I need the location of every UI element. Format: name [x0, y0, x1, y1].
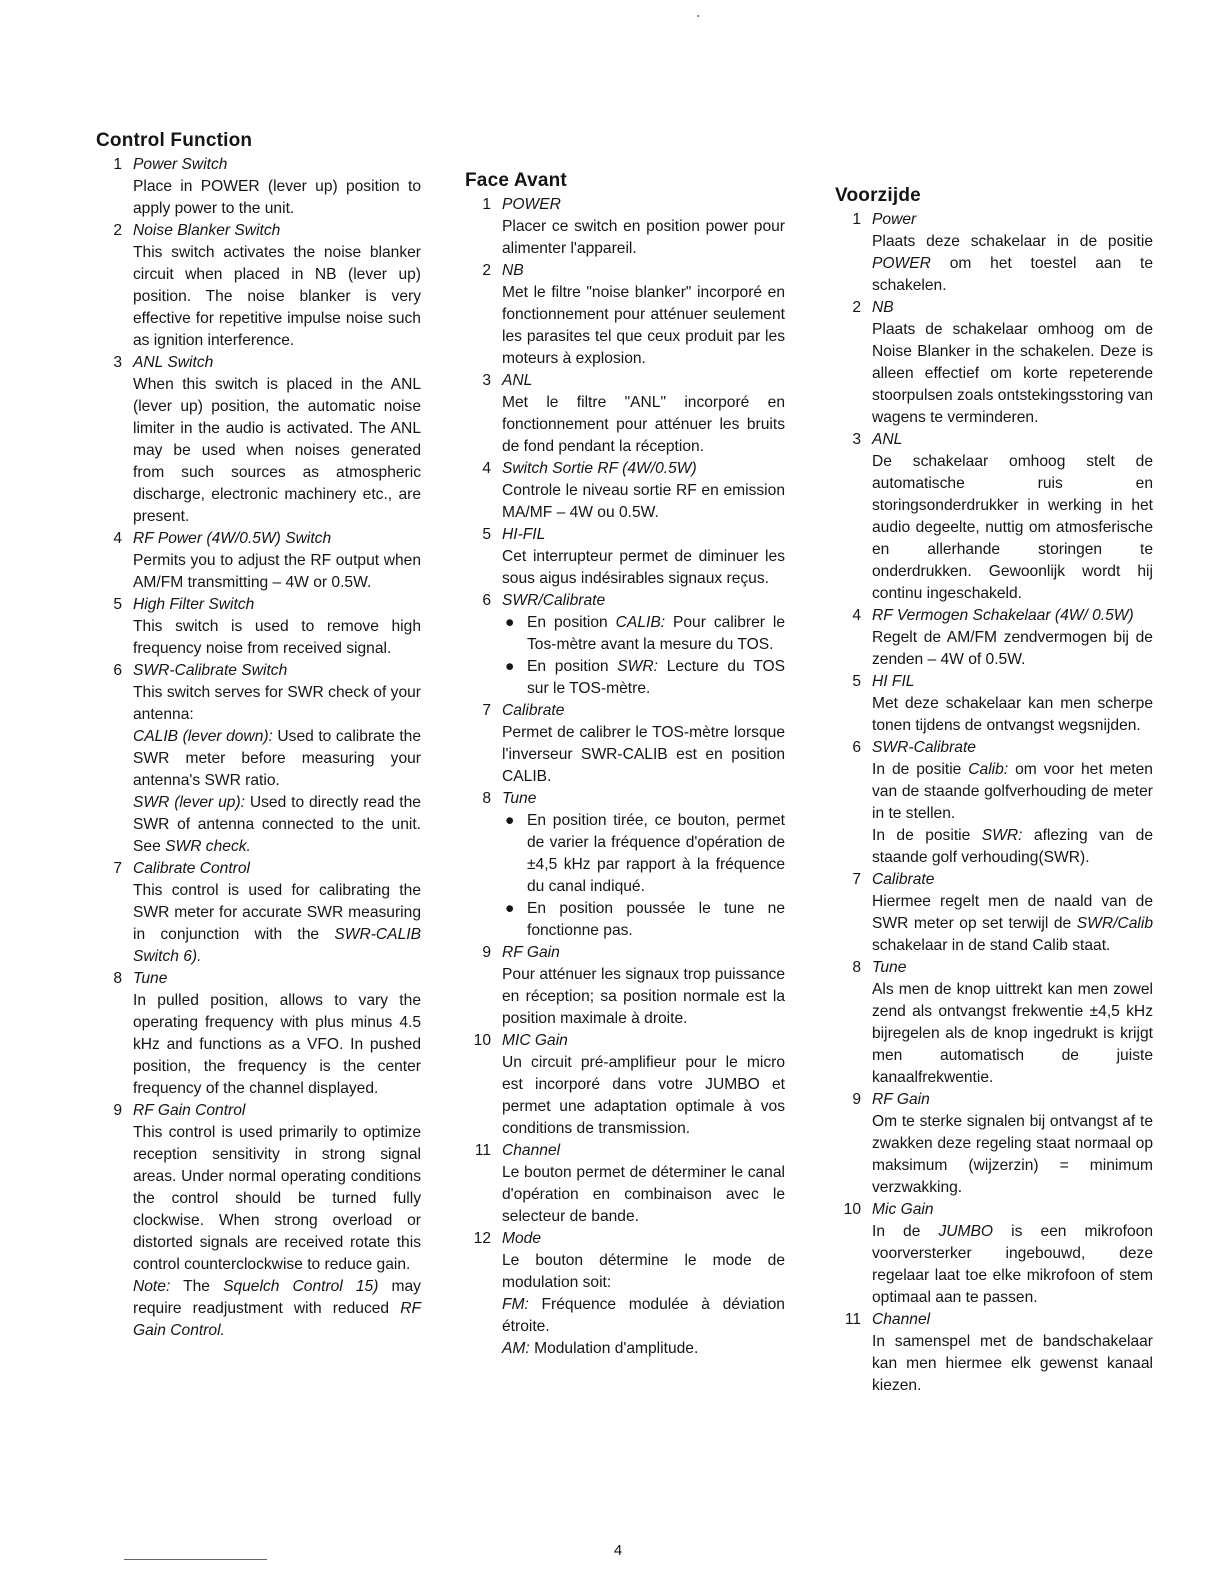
swr-text: aflezing van de staande golf verhouding(SWR).: [872, 827, 1153, 866]
item-text: Cet interrupteur permet de diminuer les sous aigus indésirables signaux reçus.: [502, 548, 785, 587]
item-number: 1: [482, 196, 491, 213]
note-ref2: RF Gain Control.: [133, 1300, 421, 1339]
fr-item-5: [465, 524, 785, 590]
nl-item-5: [835, 671, 1153, 737]
item-text: Place in POWER (lever up) position to apply power to the unit.: [133, 178, 421, 217]
nl-item-2: [835, 297, 1153, 429]
fr-item-3: [465, 370, 785, 458]
item-number: 12: [473, 1230, 491, 1247]
item-text: This switch is used to remove high frequency noise from received signal.: [133, 618, 421, 657]
bullet-item: [502, 612, 785, 656]
item-number: 4: [482, 460, 491, 477]
fr-item-7: [465, 700, 785, 788]
bullet-text: En position tirée, ce bouton, permet de varier la fréquence d'opération de ±4,5 kHz par rapport à la fréquence du canal indiqué.: [527, 812, 785, 895]
item-text: In pulled position, allows to vary the operating frequency with plus minus 4.5 kHz and functions as a VFO. In pushed position, the frequency is the center frequency of the channel displayed.: [133, 992, 421, 1097]
bullet-item: [502, 898, 785, 942]
nl-item-4: [835, 605, 1153, 671]
item-number: 6: [482, 592, 491, 609]
fr-item-12: [465, 1228, 785, 1360]
item-text: Plaats deze schakelaar in de positie: [872, 233, 1153, 250]
note-label: Note:: [133, 1278, 171, 1295]
fr-item-1: [465, 194, 785, 260]
fr-item-9: [465, 942, 785, 1030]
item-number: 1: [113, 156, 122, 173]
item-number: 1: [852, 211, 861, 228]
dutch-column: [835, 183, 1153, 1397]
item-text-end: schakelaar in de stand Calib staat.: [872, 937, 1111, 954]
page-number: 4: [613, 1542, 623, 1559]
item-title: Channel: [502, 1142, 561, 1159]
bullet-text: En position poussée le tune ne fonctionne pas.: [527, 900, 785, 939]
item-title: NB: [872, 299, 894, 316]
nl-item-6: [835, 737, 1153, 869]
fr-item-11: [465, 1140, 785, 1228]
en-item-2: [96, 220, 421, 352]
item-title: RF Gain: [872, 1091, 930, 1108]
item-text-wrap: [133, 880, 421, 968]
item-text-wrap: [872, 891, 1153, 957]
nl-item-1: [835, 209, 1153, 297]
footnote-divider: [124, 1559, 267, 1560]
item-text: Met le filtre "ANL" incorporé en fonctionnement pour atténuer les bruits de fond pendant la réception.: [502, 394, 785, 455]
item-text: Controle le niveau sortie RF en emission MA/MF – 4W ou 0.5W.: [502, 482, 785, 521]
item-text: Permits you to adjust the RF output when AM/FM transmitting – 4W or 0.5W.: [133, 552, 421, 591]
item-title: Tune: [872, 959, 907, 976]
swr-term: SWR:: [981, 827, 1023, 844]
calib-text: om voor het meten van de staande golfverhouding de meter in te stellen.: [872, 761, 1153, 822]
item-ref: SWR-CALIB Switch 6).: [133, 926, 421, 965]
item-text: This switch serves for SWR check of your antenna:: [133, 684, 421, 723]
english-column: [96, 128, 421, 1342]
item-text: Permet de calibrer le TOS-mètre lorsque l'inverseur SWR-CALIB est en position CALIB.: [502, 724, 785, 785]
swr-ref: SWR check.: [165, 838, 251, 855]
item-title: Switch Sortie RF (4W/0.5W): [502, 460, 697, 477]
item-number: 2: [852, 299, 861, 316]
en-item-3: [96, 352, 421, 528]
item-text: In de: [872, 1223, 921, 1240]
item-title: Power: [872, 211, 917, 228]
item-title: RF Gain Control: [133, 1102, 246, 1119]
fr-item-6: [465, 590, 785, 700]
item-title: Tune: [133, 970, 168, 987]
item-number: 5: [113, 596, 122, 613]
item-number: 6: [113, 662, 122, 679]
swr-text: Used to directly read the SWR of antenna connected to the unit. See: [133, 794, 421, 855]
item-text: Als men de knop uittrekt kan men zowel zend als ontvangst frekwentie ±4,5 kHz bijregelen als de knop ingedrukt is krijgt men automatisch de juiste kanaalfrekwentie.: [872, 981, 1153, 1086]
item-term: POWER: [872, 255, 931, 272]
item-title: NB: [502, 262, 524, 279]
item-title: RF Vermogen Schakelaar (4W/ 0.5W): [872, 607, 1134, 624]
item-title: Mode: [502, 1230, 542, 1247]
item-text: Hiermee regelt men de naald van de SWR meter op set terwijl de: [872, 893, 1153, 932]
en-item-8: [96, 968, 421, 1100]
item-number: 7: [852, 871, 861, 888]
nl-item-9: [835, 1089, 1153, 1199]
item-number: 10: [843, 1201, 861, 1218]
item-number: 6: [852, 739, 861, 756]
nl-item-11: [835, 1309, 1153, 1397]
item-text: This control is used primarily to optimize reception sensitivity in strong signal areas. Under normal operating conditions the control should be turned fully clockwise. When strong overload or distorted signals are received rotate this control counterclockwise to reduce gain.: [133, 1124, 421, 1273]
bullet-dot-icon: ●: [505, 900, 515, 917]
calib-paragraph: [133, 726, 421, 792]
item-title: Calibrate Control: [133, 860, 251, 877]
item-number: 9: [852, 1091, 861, 1108]
item-title: High Filter Switch: [133, 596, 255, 613]
calib-paragraph: [872, 759, 1153, 825]
en-item-1: [96, 154, 421, 220]
item-term: SWR/Calib: [1076, 915, 1153, 932]
item-text-wrap: [872, 231, 1153, 297]
item-number: 3: [852, 431, 861, 448]
bullet-term: CALIB:: [615, 614, 666, 631]
item-title: ANL: [502, 372, 533, 389]
item-number: 11: [844, 1311, 861, 1328]
bullet-item: [502, 656, 785, 700]
am-label: AM:: [502, 1340, 530, 1357]
bullet-term: SWR:: [617, 658, 658, 675]
item-term: JUMBO: [938, 1223, 994, 1240]
item-title: ANL Switch: [133, 354, 214, 371]
item-text: Placer ce switch en position power pour alimenter l'appareil.: [502, 218, 785, 257]
dutch-heading: Voorzijde: [835, 185, 921, 206]
calib-pre: In de positie: [872, 761, 962, 778]
item-text: Pour atténuer les signaux trop puissance en réception; sa position normale est la position maximale à droite.: [502, 966, 785, 1027]
swr-pre: In de positie: [872, 827, 971, 844]
bullet-item: [502, 810, 785, 898]
bullet-text: Pour calibrer le Tos-mètre avant la mesure du TOS.: [527, 614, 786, 653]
item-title: MIC Gain: [502, 1032, 568, 1049]
item-number: 10: [473, 1032, 491, 1049]
item-title: ANL: [872, 431, 903, 448]
item-number: 2: [482, 262, 491, 279]
en-item-4: [96, 528, 421, 594]
item-text: Met le filtre "noise blanker" incorporé en fonctionnement pour atténuer seulement les parasites tel que ceux produit par les moteurs à explosion.: [502, 284, 785, 367]
item-text: Met deze schakelaar kan men scherpe tonen tijdens de ontvangst wegsnijden.: [872, 695, 1153, 734]
item-number: 9: [482, 944, 491, 961]
item-title: Calibrate: [872, 871, 935, 888]
item-title: HI-FIL: [502, 526, 546, 543]
item-title: Tune: [502, 790, 537, 807]
item-number: 5: [852, 673, 861, 690]
item-text: Plaats de schakelaar omhoog om de Noise Blanker in the schakelen. Deze is alleen effectief om korte repeterende stoorpulsen zoals ontstekingsstoring van wagens te verminderen.: [872, 321, 1153, 426]
item-title: POWER: [502, 196, 561, 213]
nl-item-7: [835, 869, 1153, 957]
en-item-6: [96, 660, 421, 858]
nl-item-8: [835, 957, 1153, 1089]
item-title: Power Switch: [133, 156, 228, 173]
item-text: Le bouton détermine le mode de modulation soit:: [502, 1252, 785, 1291]
scan-speck: [697, 15, 699, 17]
french-column: [465, 168, 785, 1360]
item-title: RF Power (4W/0.5W) Switch: [133, 530, 332, 547]
am-text: Modulation d'amplitude.: [534, 1340, 699, 1357]
note-the: The: [183, 1278, 210, 1295]
item-title: HI FIL: [872, 673, 915, 690]
item-number: 4: [852, 607, 861, 624]
en-item-5: [96, 594, 421, 660]
item-text: De schakelaar omhoog stelt de automatische ruis en storingsonderdrukker in werking in het audio degeelte, nuttig om atmosferische en allerhande storingen te onderdrukken. Gewoonlijk wordt hij continu ingeschakeld.: [872, 453, 1153, 602]
fr-item-10: [465, 1030, 785, 1140]
fr-item-2: [465, 260, 785, 370]
item-text: Regelt de AM/FM zendvermogen bij de zenden – 4W of 0.5W.: [872, 629, 1153, 668]
item-title: Noise Blanker Switch: [133, 222, 281, 239]
item-title: RF Gain: [502, 944, 560, 961]
bullet-label: En position: [527, 658, 609, 675]
item-title: Mic Gain: [872, 1201, 934, 1218]
item-text: When this switch is placed in the ANL (lever up) position, the automatic noise limiter in the audio is activated. The ANL may be used when noises generated from such sources as atmospheric discharge, electronic machinery etc., are present.: [133, 376, 421, 525]
item-title: SWR/Calibrate: [502, 592, 606, 609]
item-title: Calibrate: [502, 702, 565, 719]
french-heading: Face Avant: [465, 170, 567, 191]
item-title: SWR-Calibrate: [872, 739, 976, 756]
nl-item-10: [835, 1199, 1153, 1309]
fm-line: [502, 1294, 785, 1338]
item-text: This switch activates the noise blanker circuit when placed in NB (lever up) position. The noise blanker is very effective for repetitive impulse noise such as ignition interference.: [133, 244, 421, 349]
fr-item-8: [465, 788, 785, 942]
item-number: 11: [474, 1142, 491, 1159]
swr-label: SWR (lever up):: [133, 794, 245, 811]
item-number: 3: [482, 372, 491, 389]
item-text: This control is used for calibrating the SWR meter for accurate SWR measuring in conjunction with the: [133, 882, 421, 943]
item-number: 9: [113, 1102, 122, 1119]
note-paragraph: [133, 1276, 421, 1342]
item-title: Channel: [872, 1311, 931, 1328]
item-title: SWR-Calibrate Switch: [133, 662, 288, 679]
en-item-7: [96, 858, 421, 968]
item-number: 5: [482, 526, 491, 543]
item-number: 8: [113, 970, 122, 987]
swr-paragraph: [872, 825, 1153, 869]
item-number: 8: [482, 790, 491, 807]
en-item-9: [96, 1100, 421, 1342]
swr-paragraph: [133, 792, 421, 858]
bullet-dot-icon: ●: [505, 614, 515, 631]
item-number: 3: [113, 354, 122, 371]
calib-term: Calib:: [968, 761, 1009, 778]
english-heading: Control Function: [96, 130, 253, 151]
item-number: 8: [852, 959, 861, 976]
item-text-wrap: [872, 1221, 1153, 1309]
bullet-dot-icon: ●: [505, 812, 515, 829]
fm-text: Fréquence modulée à déviation étroite.: [502, 1296, 785, 1335]
bullet-text: Lecture du TOS sur le TOS-mètre.: [527, 658, 785, 697]
bullet-dot-icon: ●: [505, 658, 515, 675]
am-line: [502, 1338, 785, 1360]
item-number: 2: [113, 222, 122, 239]
item-number: 4: [113, 530, 122, 547]
calib-label: CALIB (lever down):: [133, 728, 273, 745]
fr-item-4: [465, 458, 785, 524]
calib-text: Used to calibrate the SWR meter before measuring your antenna's SWR ratio.: [133, 728, 421, 789]
nl-item-3: [835, 429, 1153, 605]
item-text: Un circuit pré-amplifieur pour le micro est incorporé dans votre JUMBO et permet une adaptation optimale à vos conditions de transmission.: [502, 1054, 785, 1137]
note-text: may require readjustment with reduced: [133, 1278, 421, 1317]
item-number: 7: [482, 702, 491, 719]
bullet-label: En position: [527, 614, 608, 631]
item-text: In samenspel met de bandschakelaar kan men hiermee elk gewenst kanaal kiezen.: [872, 1333, 1153, 1394]
note-ref: Squelch Control 15): [223, 1278, 379, 1295]
item-text: Le bouton permet de déterminer le canal d'opération en combinaison avec le selecteur de bande.: [502, 1164, 785, 1225]
fm-label: FM:: [502, 1296, 529, 1313]
item-text-end: is een mikrofoon voorversterker ingebouwd, deze regelaar laat toe elke mikrofoon of stem optimaal aan te passen.: [872, 1223, 1153, 1306]
item-text: Om te sterke signalen bij ontvangst af te zwakken deze regeling staat normaal op maksimum (wijzerzin) = minimum verzwakking.: [872, 1113, 1153, 1196]
item-number: 7: [113, 860, 122, 877]
item-text-end: om het toestel aan te schakelen.: [872, 255, 1153, 294]
